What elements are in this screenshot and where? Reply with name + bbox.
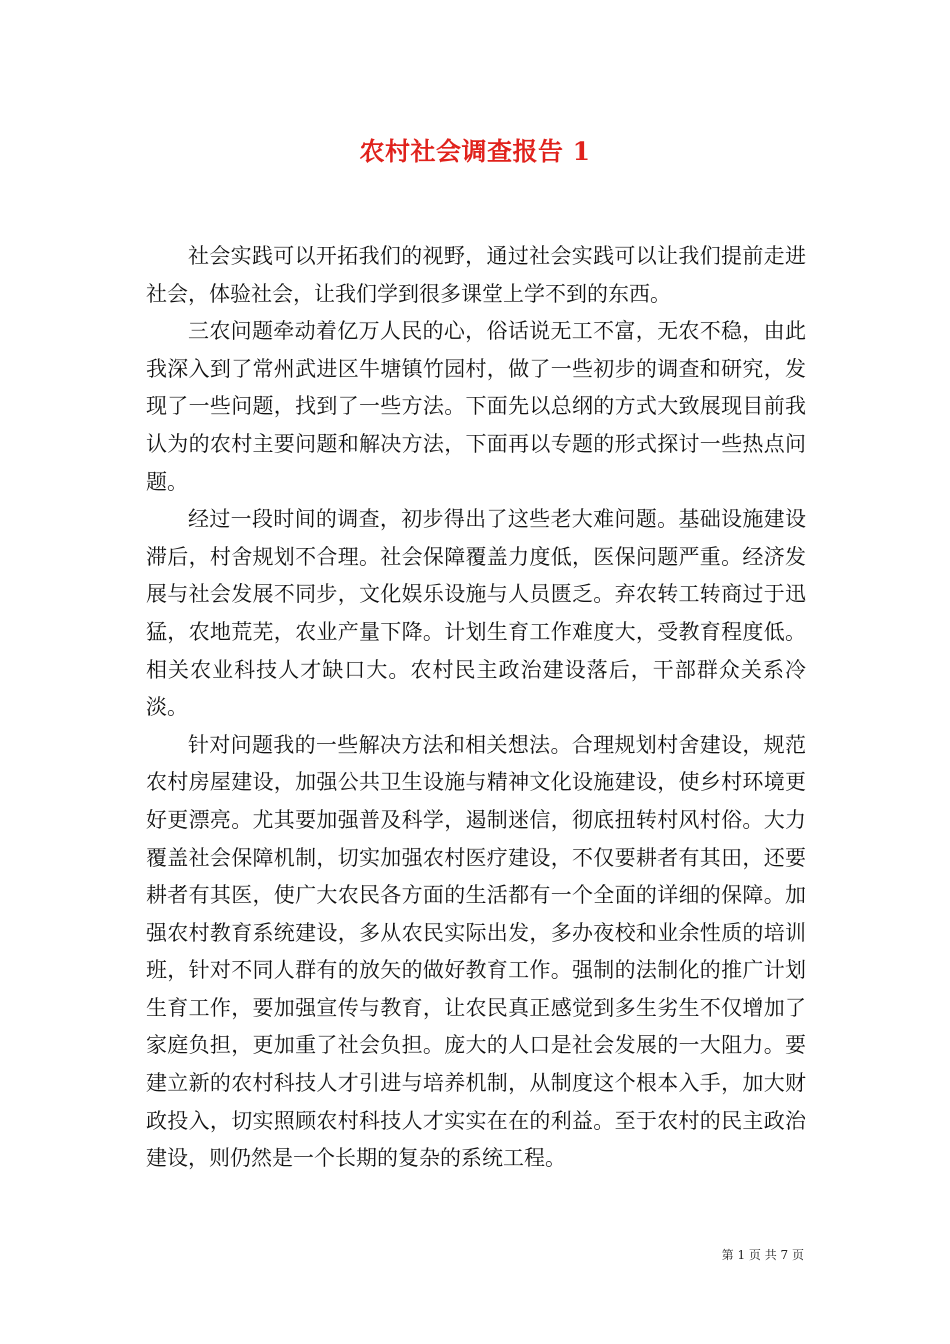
page-number-footer: 第 1 页 共 7 页	[721, 1248, 804, 1262]
paragraph-4: 针对问题我的一些解决方法和相关想法。合理规划村舍建设，规范农村房屋建设，加强公共卫生设施与精神文化设施建设，使乡村环境更好更漂亮。尤其要加强普及科学，遏制迷信，彻底扭转村风村俗。大力覆盖社会保障机制，切实加强农村医疗建设，不仅要耕者有其田，还要耕者有其医，使广大农民各方面的生活都有一个全面的详细的保障。加强农村教育系统建设，多从农民实际出发，多办夜校和业余性质的培训班，针对不同人群有的放矢的做好教育工作。强制的法制化的推广计划生育工作，要加强宣传与教育，让农民真正感觉到多生劣生不仅增加了家庭负担，更加重了社会负担。庞大的人口是社会发展的一大阻力。要建立新的农村科技人才引进与培养机制，从制度这个根本入手，加大财政投入，切实照顾农村科技人才实实在在的利益。至于农村的民主政治建设，则仍然是一个长期的复杂的系统工程。	[146, 732, 806, 1171]
paragraph-3: 经过一段时间的调查，初步得出了这些老大难问题。基础设施建设滞后，村舍规划不合理。社会保障覆盖力度低，医保问题严重。经济发展与社会发展不同步，文化娱乐设施与人员匮乏。弃农转工转商过于迅猛，农地荒芜，农业产量下降。计划生育工作难度大，受教育程度低。相关农业科技人才缺口大。农村民主政治建设落后，干部群众关系冷淡。	[146, 507, 806, 720]
document-title: 农村社会调查报告 1	[359, 137, 591, 166]
document-body	[146, 238, 806, 1178]
paragraph-2: 三农问题牵动着亿万人民的心，俗话说无工不富，无农不稳，由此我深入到了常州武进区牛塘镇竹园村，做了一些初步的调查和研究，发现了一些问题，找到了一些方法。下面先以总纲的方式大致展现目前我认为的农村主要问题和解决方法，下面再以专题的形式探讨一些热点问题。	[146, 319, 806, 494]
paragraph-1: 社会实践可以开拓我们的视野，通过社会实践可以让我们提前走进社会，体验社会，让我们学到很多课堂上学不到的东西。	[146, 244, 806, 306]
